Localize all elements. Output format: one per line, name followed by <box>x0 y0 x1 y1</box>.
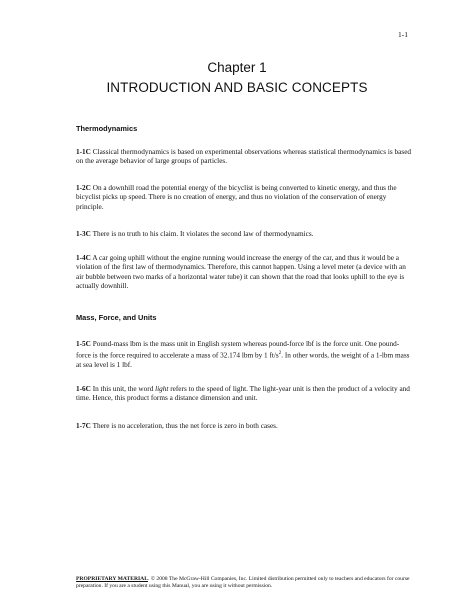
problem-1-4c <box>76 254 412 291</box>
problem-text: A car going uphill without the engine running would increase the energy of the car, and thus it would be a violation of the first law of thermodynamics. Therefore, this cannot happen. Using a level meter (a device with an air bubble between two marks of a horizontal water tube) it can shown that the road that looks uphill to the eye is actually downhill. <box>76 254 406 290</box>
problem-number: 1-2C <box>76 184 91 192</box>
problem-text: On a downhill road the potential energy of the bicyclist is being converted to kinetic energy, and thus the bicyclist picks up speed. There is no creation of energy, and thus no violation of the conservation of energy principle. <box>76 184 397 211</box>
page-number: 1-1 <box>398 30 408 39</box>
problem-text: In this unit, the word <box>92 385 156 393</box>
problem-number: 1-7C <box>76 422 91 430</box>
problem-text-continued: . In other words, the weight of a 1-lbm mass at sea level is 1 lbf. <box>76 351 410 369</box>
chapter-title: INTRODUCTION AND BASIC CONCEPTS <box>106 80 368 95</box>
problem-text: Classical thermodynamics is based on experimental observations whereas statistical thermodynamics is based on the average behavior of large groups of particles. <box>76 148 412 166</box>
problem-1-6c <box>76 385 412 404</box>
problem-1-3c <box>76 230 412 239</box>
superscript: 2 <box>278 351 282 357</box>
footer-text: . © 2008 The McGraw-Hill Companies, Inc. Limited distribution permitted only to teachers and educators for course preparation. If you are a student using this Manual, you are using it without permission. <box>76 576 410 590</box>
problem-number: 1-1C <box>76 148 91 156</box>
emphasis-word: light <box>155 385 169 393</box>
footer-label: PROPRIETARY MATERIAL <box>76 576 148 582</box>
footer-copyright <box>76 576 412 591</box>
problem-1-7c <box>76 422 412 431</box>
problem-1-2c <box>76 184 412 212</box>
section-heading-mass-force-units: Mass, Force, and Units <box>76 313 157 322</box>
problem-text-continued: refers to the speed of light. The light-year unit is then the product of a velocity and time. Hence, this product forms a distance dimension and unit. <box>76 385 410 403</box>
problem-text: There is no acceleration, thus the net force is zero in both cases. <box>92 422 278 430</box>
problem-text: Pound-mass lbm is the mass unit in English system whereas pound-force lbf is the force unit. One pound-force is the force required to accelerate a mass of 32.174 lbm by 1 ft/s <box>76 340 400 360</box>
problem-text: There is no truth to his claim. It violates the second law of thermodynamics. <box>92 230 314 238</box>
section-heading-thermodynamics: Thermodynamics <box>76 124 138 133</box>
chapter-label: Chapter 1 <box>207 60 267 75</box>
problem-1-1c <box>76 148 412 167</box>
problem-number: 1-6C <box>76 385 91 393</box>
problem-number: 1-3C <box>76 230 91 238</box>
problem-1-5c <box>76 340 412 370</box>
problem-number: 1-5C <box>76 340 91 348</box>
problem-number: 1-4C <box>76 254 91 262</box>
